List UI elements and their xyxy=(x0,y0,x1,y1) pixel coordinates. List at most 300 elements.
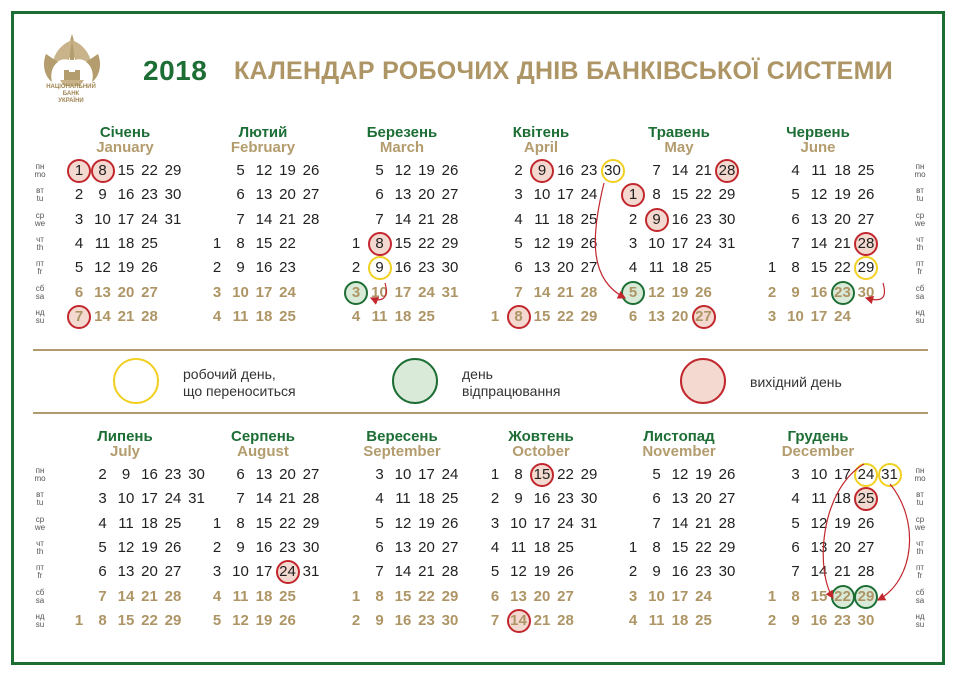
day-cell: 12 xyxy=(232,611,249,629)
day-cell: 12 xyxy=(810,514,828,532)
day-cell: 8 xyxy=(514,307,523,325)
day-cell: 4 xyxy=(490,538,500,556)
day-cell: 11 xyxy=(510,538,527,556)
day-cell: 9 xyxy=(375,611,384,629)
day-cell: 22 xyxy=(279,234,296,252)
day-cell: 27 xyxy=(164,563,182,581)
day-cell: 29 xyxy=(441,587,459,605)
day-cell: 10 xyxy=(510,514,527,532)
day-cell: 28 xyxy=(718,162,736,179)
day-cell: 17 xyxy=(141,490,158,508)
day-cell: 24 xyxy=(441,466,459,483)
day-cell: 1 xyxy=(74,162,84,179)
day-cell: 18 xyxy=(141,514,158,532)
day-cell: 13 xyxy=(117,563,135,581)
day-cell: 14 xyxy=(671,514,689,532)
weekday-label: сб sa xyxy=(915,283,925,301)
day-cell: 6 xyxy=(791,210,800,228)
day-cell: 16 xyxy=(394,259,412,277)
day-cell: 3 xyxy=(351,283,361,301)
day-cell: 17 xyxy=(533,514,551,532)
day-cell: 16 xyxy=(810,611,828,629)
day-cell: 2 xyxy=(212,538,222,556)
month-name-en: April xyxy=(523,139,559,156)
month-name-en: September xyxy=(363,443,441,460)
day-cell: 18 xyxy=(671,259,689,277)
month-name-ua: Листопад xyxy=(643,428,715,445)
day-cell: 5 xyxy=(791,186,800,204)
day-cell: 7 xyxy=(236,210,245,228)
day-cell: 1 xyxy=(490,307,500,325)
day-cell: 3 xyxy=(767,307,777,325)
day-cell: 22 xyxy=(834,587,851,605)
day-cell: 28 xyxy=(857,563,875,581)
day-cell: 2 xyxy=(351,259,361,277)
day-cell: 23 xyxy=(695,563,712,581)
day-cell: 28 xyxy=(557,611,574,629)
month-name-en: June xyxy=(800,139,836,156)
day-cell: 6 xyxy=(375,186,384,204)
day-cell: 12 xyxy=(533,234,551,252)
day-cell: 8 xyxy=(514,466,523,483)
day-cell: 25 xyxy=(164,514,182,532)
month-name-ua: Лютий xyxy=(238,124,288,141)
day-cell: 3 xyxy=(791,466,800,483)
day-cell: 19 xyxy=(255,611,273,629)
day-cell: 21 xyxy=(557,283,574,301)
day-cell: 22 xyxy=(418,587,435,605)
day-cell: 7 xyxy=(375,210,384,228)
day-cell: 29 xyxy=(164,162,182,179)
day-cell: 22 xyxy=(695,538,712,556)
weekday-label: пн mo xyxy=(914,162,926,179)
day-cell: 23 xyxy=(695,210,712,228)
weekday-label: ср we xyxy=(34,514,46,532)
weekday-label: пт fr xyxy=(916,259,924,277)
day-cell: 27 xyxy=(141,283,158,301)
day-cell: 25 xyxy=(279,587,296,605)
day-cell: 29 xyxy=(857,587,875,605)
day-cell: 15 xyxy=(671,186,689,204)
day-cell: 31 xyxy=(302,563,320,581)
day-cell: 9 xyxy=(514,490,523,508)
day-cell: 19 xyxy=(117,259,135,277)
day-cell: 27 xyxy=(302,186,320,204)
day-cell: 13 xyxy=(394,186,412,204)
day-cell: 23 xyxy=(580,162,598,179)
day-cell: 6 xyxy=(236,466,245,483)
day-cell: 15 xyxy=(255,514,273,532)
day-cell: 24 xyxy=(834,307,851,325)
day-cell: 6 xyxy=(74,283,84,301)
day-cell: 28 xyxy=(302,490,320,508)
day-cell: 26 xyxy=(557,563,574,581)
legend-dayoff-swatch xyxy=(680,358,726,404)
day-cell: 12 xyxy=(394,514,412,532)
month-name-ua: Серпень xyxy=(230,428,296,445)
day-cell: 12 xyxy=(394,162,412,179)
day-cell: 26 xyxy=(718,466,736,483)
day-cell: 25 xyxy=(695,259,712,277)
day-cell: 13 xyxy=(394,538,412,556)
day-cell: 4 xyxy=(628,259,638,277)
weekday-label: пт fr xyxy=(36,259,44,277)
day-cell: 27 xyxy=(580,259,598,277)
day-cell: 16 xyxy=(810,283,828,301)
day-cell: 25 xyxy=(557,538,574,556)
month-name-ua: Червень xyxy=(786,124,850,141)
day-cell: 15 xyxy=(671,538,689,556)
day-cell: 11 xyxy=(371,307,388,325)
day-cell: 24 xyxy=(164,490,182,508)
day-cell: 2 xyxy=(351,611,361,629)
day-cell: 1 xyxy=(490,466,500,483)
day-cell: 11 xyxy=(232,307,249,325)
day-cell: 5 xyxy=(375,514,384,532)
day-cell: 16 xyxy=(141,466,158,483)
day-cell: 5 xyxy=(236,162,245,179)
day-cell: 11 xyxy=(648,611,665,629)
day-cell: 2 xyxy=(628,210,638,228)
day-cell: 10 xyxy=(533,186,551,204)
day-cell: 7 xyxy=(791,234,800,252)
day-cell: 23 xyxy=(834,611,851,629)
day-cell: 7 xyxy=(375,563,384,581)
day-cell: 18 xyxy=(834,162,851,179)
month-name-ua: Квітень xyxy=(512,124,570,141)
day-cell: 7 xyxy=(791,563,800,581)
day-cell: 8 xyxy=(236,234,245,252)
day-cell: 19 xyxy=(279,162,296,179)
month-name-ua: Липень xyxy=(97,428,153,445)
day-cell: 6 xyxy=(236,186,245,204)
day-cell: 26 xyxy=(279,611,296,629)
day-cell: 13 xyxy=(510,587,527,605)
day-cell: 15 xyxy=(533,307,551,325)
day-cell: 28 xyxy=(718,514,736,532)
weekday-label: чт th xyxy=(916,538,924,556)
day-cell: 24 xyxy=(857,466,875,483)
day-cell: 11 xyxy=(118,514,134,532)
day-cell: 22 xyxy=(141,611,158,629)
day-cell: 4 xyxy=(351,307,361,325)
day-cell: 18 xyxy=(533,538,551,556)
day-cell: 20 xyxy=(834,210,851,228)
day-cell: 12 xyxy=(648,283,665,301)
day-cell: 10 xyxy=(117,490,135,508)
day-cell: 21 xyxy=(418,210,435,228)
weekday-label: вт tu xyxy=(916,490,924,508)
day-cell: 19 xyxy=(834,514,851,532)
day-cell: 5 xyxy=(375,162,384,179)
day-cell: 25 xyxy=(695,611,712,629)
day-cell: 20 xyxy=(834,538,851,556)
day-cell: 1 xyxy=(767,259,777,277)
day-cell: 3 xyxy=(74,210,84,228)
month-name-en: October xyxy=(512,443,570,460)
day-cell: 7 xyxy=(652,162,661,179)
day-cell: 23 xyxy=(164,466,182,483)
day-cell: 24 xyxy=(418,283,435,301)
day-cell: 23 xyxy=(141,186,158,204)
day-cell: 29 xyxy=(857,259,875,277)
weekday-label: ср we xyxy=(914,514,926,532)
day-cell: 11 xyxy=(395,490,411,508)
day-cell: 31 xyxy=(881,466,898,483)
day-cell: 17 xyxy=(834,466,851,483)
day-cell: 30 xyxy=(857,283,875,301)
day-cell: 15 xyxy=(117,162,135,179)
day-cell: 4 xyxy=(74,234,84,252)
day-cell: 8 xyxy=(375,587,384,605)
day-cell: 27 xyxy=(557,587,574,605)
day-cell: 19 xyxy=(557,234,574,252)
day-cell: 4 xyxy=(212,587,222,605)
day-cell: 14 xyxy=(255,490,273,508)
day-cell: 29 xyxy=(164,611,182,629)
day-cell: 3 xyxy=(628,234,638,252)
day-cell: 9 xyxy=(375,259,384,277)
day-cell: 7 xyxy=(514,283,523,301)
day-cell: 5 xyxy=(652,466,661,483)
day-cell: 26 xyxy=(441,514,459,532)
weekday-label: ср we xyxy=(34,210,46,228)
day-cell: 11 xyxy=(811,162,827,179)
weekday-label: сб sa xyxy=(35,587,45,605)
day-cell: 31 xyxy=(718,234,736,252)
day-cell: 16 xyxy=(671,210,689,228)
day-cell: 3 xyxy=(628,587,638,605)
day-cell: 18 xyxy=(834,490,851,508)
day-cell: 21 xyxy=(117,307,135,325)
day-cell: 15 xyxy=(394,234,412,252)
day-cell: 14 xyxy=(394,210,412,228)
day-cell: 21 xyxy=(279,210,296,228)
day-cell: 5 xyxy=(628,283,638,301)
weekday-label: сб sa xyxy=(915,587,925,605)
day-cell: 10 xyxy=(94,210,111,228)
day-cell: 22 xyxy=(834,259,851,277)
day-cell: 8 xyxy=(652,186,661,204)
day-cell: 12 xyxy=(117,538,135,556)
day-cell: 11 xyxy=(811,490,827,508)
day-cell: 23 xyxy=(279,259,296,277)
weekday-label: вт tu xyxy=(36,490,44,508)
divider-top xyxy=(33,349,928,351)
day-cell: 29 xyxy=(441,234,459,252)
day-cell: 2 xyxy=(514,162,523,179)
day-cell: 16 xyxy=(255,259,273,277)
day-cell: 2 xyxy=(98,466,107,483)
day-cell: 9 xyxy=(121,466,131,483)
day-cell: 29 xyxy=(718,538,736,556)
day-cell: 6 xyxy=(490,587,500,605)
day-cell: 9 xyxy=(537,162,547,179)
weekday-label: нд su xyxy=(915,611,925,629)
day-cell: 23 xyxy=(279,538,296,556)
day-cell: 8 xyxy=(375,234,384,252)
day-cell: 21 xyxy=(695,162,712,179)
day-cell: 27 xyxy=(857,210,875,228)
day-cell: 12 xyxy=(510,563,527,581)
day-cell: 25 xyxy=(418,307,435,325)
day-cell: 22 xyxy=(279,514,296,532)
weekday-label: вт tu xyxy=(36,186,44,204)
day-cell: 31 xyxy=(441,283,459,301)
day-cell: 8 xyxy=(791,259,800,277)
day-cell: 8 xyxy=(791,587,800,605)
day-cell: 29 xyxy=(718,186,736,204)
day-cell: 9 xyxy=(236,259,245,277)
day-cell: 10 xyxy=(232,283,249,301)
day-cell: 1 xyxy=(628,186,638,204)
day-cell: 19 xyxy=(418,514,435,532)
day-cell: 13 xyxy=(94,283,111,301)
day-cell: 6 xyxy=(98,563,107,581)
day-cell: 9 xyxy=(791,283,800,301)
day-cell: 19 xyxy=(834,186,851,204)
day-cell: 26 xyxy=(857,514,875,532)
day-cell: 17 xyxy=(671,587,689,605)
day-cell: 23 xyxy=(418,611,435,629)
day-cell: 25 xyxy=(857,162,875,179)
day-cell: 17 xyxy=(418,466,435,483)
day-cell: 25 xyxy=(580,210,598,228)
weekday-label: пт fr xyxy=(916,563,924,581)
day-cell: 18 xyxy=(671,611,689,629)
day-cell: 10 xyxy=(787,307,804,325)
day-cell: 17 xyxy=(117,210,135,228)
day-cell: 25 xyxy=(441,490,459,508)
day-cell: 10 xyxy=(232,563,249,581)
day-cell: 5 xyxy=(514,234,523,252)
day-cell: 24 xyxy=(695,587,712,605)
day-cell: 26 xyxy=(141,259,158,277)
day-cell: 6 xyxy=(791,538,800,556)
page-title: КАЛЕНДАР РОБОЧИХ ДНІВ БАНКІВСЬКОЇ СИСТЕМИ xyxy=(234,57,894,85)
day-cell: 29 xyxy=(580,307,598,325)
weekday-label: чт th xyxy=(36,538,44,556)
day-cell: 3 xyxy=(212,283,222,301)
day-cell: 17 xyxy=(810,307,828,325)
day-cell: 25 xyxy=(279,307,296,325)
day-cell: 7 xyxy=(652,514,661,532)
day-cell: 3 xyxy=(490,514,500,532)
day-cell: 8 xyxy=(652,538,661,556)
day-cell: 20 xyxy=(533,587,551,605)
day-cell: 13 xyxy=(810,538,828,556)
day-cell: 16 xyxy=(394,611,412,629)
day-cell: 16 xyxy=(255,538,273,556)
month-name-ua: Вересень xyxy=(366,428,438,445)
day-cell: 12 xyxy=(94,259,111,277)
divider-bottom xyxy=(33,412,928,414)
day-cell: 7 xyxy=(74,307,84,325)
logo-caption: НАЦІОНАЛЬНИЙ БАНК УКРАЇНИ xyxy=(46,84,96,104)
day-cell: 25 xyxy=(141,234,158,252)
day-cell: 20 xyxy=(117,283,135,301)
day-cell: 19 xyxy=(695,466,712,483)
weekday-label: пн mo xyxy=(34,466,46,483)
legend-workday-swatch xyxy=(392,358,438,404)
day-cell: 18 xyxy=(557,210,574,228)
day-cell: 28 xyxy=(857,234,875,252)
month-name-en: July xyxy=(109,443,140,460)
day-cell: 9 xyxy=(236,538,245,556)
day-cell: 14 xyxy=(94,307,111,325)
day-cell: 5 xyxy=(490,563,500,581)
day-cell: 4 xyxy=(212,307,222,325)
day-cell: 1 xyxy=(212,514,222,532)
day-cell: 6 xyxy=(628,307,638,325)
day-cell: 31 xyxy=(580,514,598,532)
weekday-label: сб sa xyxy=(35,283,45,301)
day-cell: 1 xyxy=(351,587,361,605)
day-cell: 15 xyxy=(394,587,412,605)
day-cell: 14 xyxy=(533,283,551,301)
day-cell: 27 xyxy=(441,186,459,204)
day-cell: 13 xyxy=(648,307,665,325)
day-cell: 1 xyxy=(212,234,222,252)
day-cell: 20 xyxy=(557,259,574,277)
day-cell: 30 xyxy=(164,186,182,204)
weekday-label: чт th xyxy=(916,234,924,252)
day-cell: 27 xyxy=(695,307,712,325)
day-cell: 29 xyxy=(580,466,598,483)
day-cell: 16 xyxy=(533,490,551,508)
day-cell: 29 xyxy=(302,514,320,532)
day-cell: 18 xyxy=(418,490,435,508)
day-cell: 21 xyxy=(533,611,551,629)
month-name-ua: Січень xyxy=(99,124,151,141)
day-cell: 14 xyxy=(255,210,273,228)
day-cell: 2 xyxy=(767,283,777,301)
day-cell: 28 xyxy=(441,210,459,228)
day-cell: 26 xyxy=(164,538,182,556)
day-cell: 18 xyxy=(117,234,135,252)
day-cell: 13 xyxy=(810,210,828,228)
day-cell: 13 xyxy=(671,490,689,508)
day-cell: 17 xyxy=(394,283,412,301)
day-cell: 24 xyxy=(695,234,712,252)
weekday-label: нд su xyxy=(915,307,925,325)
day-cell: 4 xyxy=(791,490,800,508)
day-cell: 26 xyxy=(580,234,598,252)
day-cell: 31 xyxy=(188,490,205,508)
day-cell: 24 xyxy=(557,514,574,532)
day-cell: 4 xyxy=(514,210,523,228)
day-cell: 18 xyxy=(255,307,273,325)
day-cell: 7 xyxy=(236,490,245,508)
legend-transfer-swatch xyxy=(113,358,159,404)
weekday-label: пн mo xyxy=(914,466,926,483)
day-cell: 3 xyxy=(212,563,222,581)
day-cell: 11 xyxy=(232,587,249,605)
month-name-en: August xyxy=(237,443,289,460)
day-cell: 5 xyxy=(98,538,107,556)
day-cell: 28 xyxy=(141,307,158,325)
year-heading: 2018 xyxy=(143,55,208,86)
day-cell: 11 xyxy=(94,234,111,252)
day-cell: 3 xyxy=(98,490,107,508)
day-cell: 14 xyxy=(117,587,135,605)
day-cell: 21 xyxy=(695,514,712,532)
day-cell: 23 xyxy=(418,259,435,277)
day-cell: 16 xyxy=(671,563,689,581)
day-cell: 23 xyxy=(557,490,574,508)
day-cell: 3 xyxy=(514,186,523,204)
day-cell: 9 xyxy=(98,186,107,204)
